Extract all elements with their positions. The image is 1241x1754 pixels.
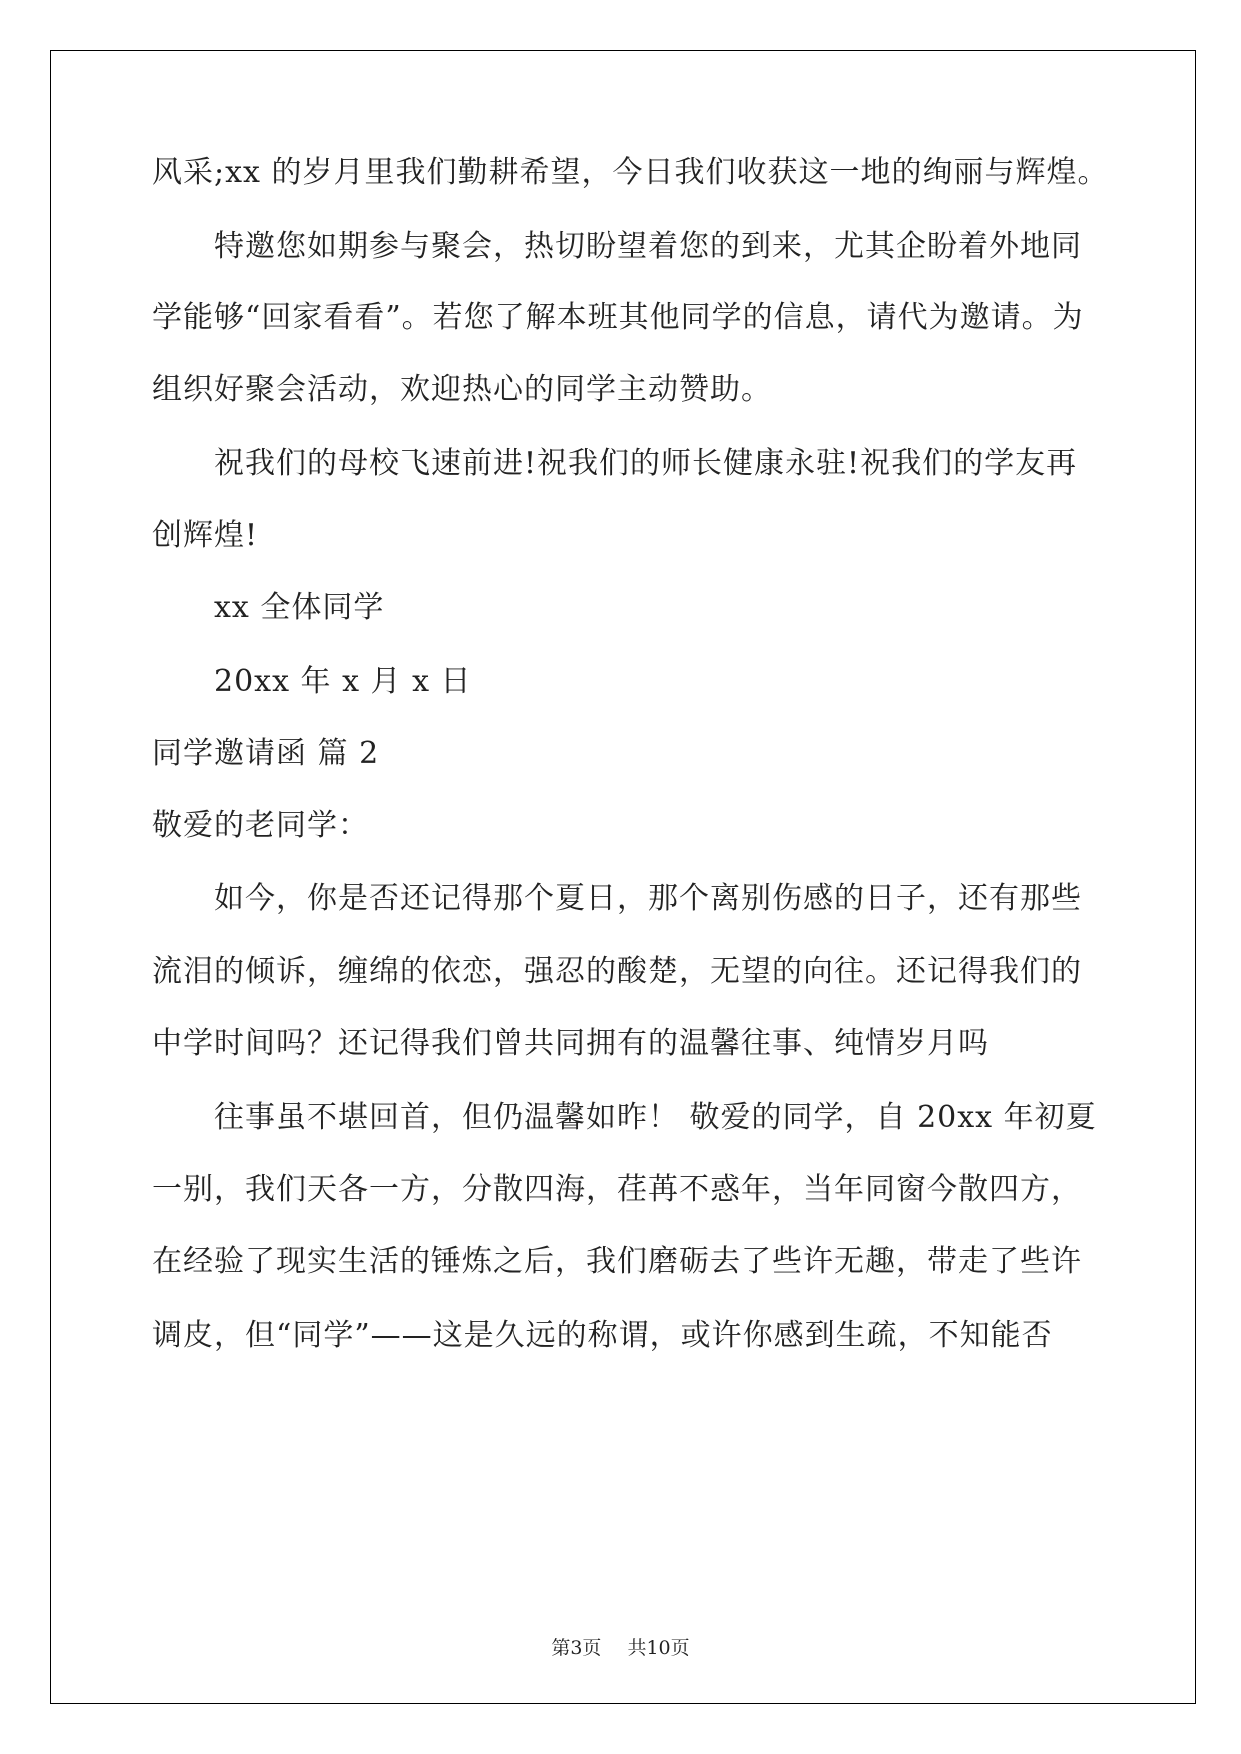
body-line: 祝我们的母校飞速前进!祝我们的师长健康永驻!祝我们的学友再 [214,446,1078,481]
body-line: 往事虽不堪回首，但仍温馨如昨！ 敬爱的同学，自 20xx 年初夏 [214,1100,1097,1135]
body-line: 如今，你是否还记得那个夏日，那个离别伤感的日子，还有那些 [214,881,1082,916]
page-footer [0,1633,1241,1660]
body-line: 流泪的倾诉，缠绵的依恋，强忍的酸楚，无望的向往。还记得我们的 [152,954,1082,989]
body-line: 中学时间吗？还记得我们曾共同拥有的温馨往事、纯情岁月吗 [152,1026,989,1061]
salutation: 敬爱的老同学： [152,808,369,843]
body-line: 一别，我们天各一方，分散四海，荏苒不惑年，当年同窗今散四方， [152,1172,1082,1207]
date-line: 20xx 年 x 月 x 日 [214,664,472,699]
body-line: 风采;xx 的岁月里我们勤耕希望，今日我们收获这一地的绚丽与辉煌。 [152,155,1109,190]
page-number: 第3页 [551,1637,602,1659]
page-total: 共10页 [627,1637,690,1659]
body-line: 组织好聚会活动，欢迎热心的同学主动赞助。 [152,372,772,407]
signature-line: xx 全体同学 [214,590,385,625]
body-line: 特邀您如期参与聚会，热切盼望着您的到来，尤其企盼着外地同 [214,229,1082,264]
body-line: 创辉煌! [152,518,259,553]
page-border [50,50,1196,1704]
section-heading: 同学邀请函 篇 2 [152,736,380,771]
body-line: 学能够“回家看看”。若您了解本班其他同学的信息，请代为邀请。为 [152,300,1084,335]
body-line: 调皮，但“同学”——这是久远的称谓，或许你感到生疏，不知能否 [152,1318,1053,1353]
body-line: 在经验了现实生活的锤炼之后，我们磨砺去了些许无趣，带走了些许 [152,1244,1082,1279]
